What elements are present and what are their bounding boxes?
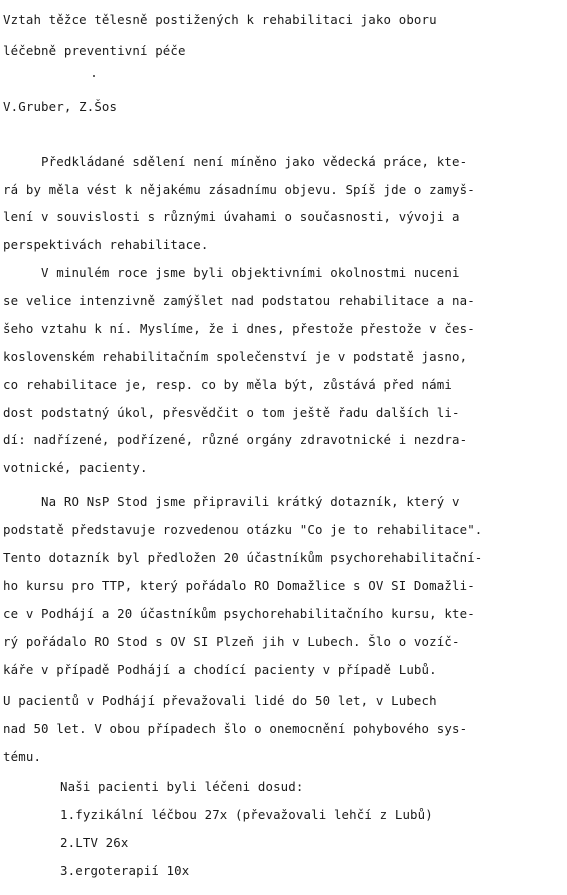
list-item-3: 3.ergoterapií 10x: [60, 863, 190, 878]
paragraph-1-line-3: lení v souvislosti s různými úvahami o současnosti, vývoji a: [3, 209, 460, 224]
paragraph-3-line-9: nad 50 let. V obou případech šlo o onemocnění pohybového sys-: [3, 721, 468, 736]
list-intro: Naši pacienti byli léčeni dosud:: [60, 779, 304, 794]
paragraph-2-line-1: V minulém roce jsme byli objektivními okolnostmi nuceni: [3, 265, 460, 280]
paragraph-3-line-10: tému.: [3, 749, 42, 764]
paragraph-3-line-6: rý pořádalo RO Stod s OV SI Plzeň jih v Lubech. Šlo o vozíč-: [3, 634, 460, 649]
paragraph-1-line-2: rá by měla vést k nějakému zásadnímu objevu. Spíš jde o zamyš-: [3, 182, 475, 197]
paragraph-3-line-1: Na RO NsP Stod jsme připravili krátký dotazník, který v: [3, 494, 460, 509]
authors-line: V.Gruber, Z.Šos: [3, 99, 118, 114]
paragraph-3-line-4: ho kursu pro TTP, který pořádalo RO Domažlice s OV SI Domažli-: [3, 578, 475, 593]
paragraph-2-line-6: dost podstatný úkol, přesvědčit o tom ještě řadu dalších li-: [3, 405, 460, 420]
list-item-2: 2.LTV 26x: [60, 835, 129, 850]
paragraph-1-line-1: Předkládané sdělení není míněno jako vědecká práce, kte-: [3, 154, 468, 169]
document-title-line-1: Vztah těžce tělesně postižených k rehabilitaci jako oboru: [3, 12, 437, 27]
paragraph-2-line-5: co rehabilitace je, resp. co by měla být, zůstává před námi: [3, 377, 452, 392]
paragraph-3-line-7: káře v případě Podhájí a chodící pacienty v případě Lubů.: [3, 662, 437, 677]
paper-speck: [93, 75, 95, 77]
paragraph-3-line-2: podstatě představuje rozvedenou otázku "Co je to rehabilitace".: [3, 522, 483, 537]
paragraph-2-line-2: se velice intenzivně zamýšlet nad podstatou rehabilitace a na-: [3, 293, 475, 308]
paragraph-2-line-3: šeho vztahu k ní. Myslíme, že i dnes, přestože přestože v čes-: [3, 321, 475, 336]
document-title-line-2: léčebně preventivní péče: [3, 43, 186, 58]
paragraph-2-line-4: koslovenském rehabilitačním společenství je v podstatě jasno,: [3, 349, 468, 364]
paragraph-3-line-5: ce v Podhájí a 20 účastníkům psychorehabilitačního kursu, kte-: [3, 606, 475, 621]
paragraph-3-line-3: Tento dotazník byl předložen 20 účastníkům psychorehabilitační-: [3, 550, 483, 565]
paragraph-1-line-4: perspektivách rehabilitace.: [3, 237, 209, 252]
list-item-1: 1.fyzikální léčbou 27x (převažovali lehčí z Lubů): [60, 807, 433, 822]
paragraph-2-line-8: votnické, pacienty.: [3, 460, 148, 475]
paragraph-2-line-7: dí: nadřízené, podřízené, různé orgány zdravotnické i nezdra-: [3, 432, 468, 447]
paragraph-3-line-8: U pacientů v Podhájí převažovali lidé do 50 let, v Lubech: [3, 693, 437, 708]
